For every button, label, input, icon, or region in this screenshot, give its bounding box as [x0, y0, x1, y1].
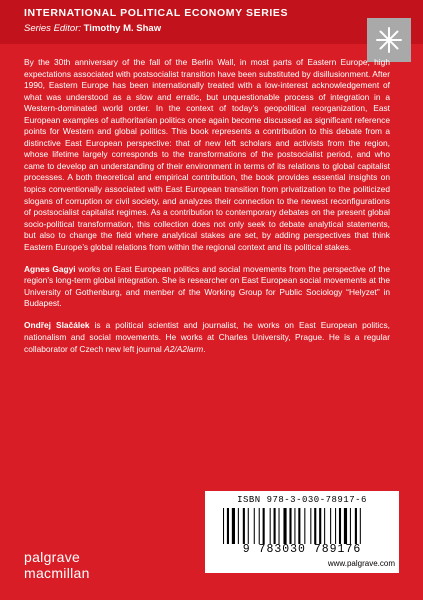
- series-editor: [24, 23, 161, 34]
- author-bio-text-1: works on East European politics and social movements from the perspective of the region’s long-term global integration. She is researcher on East European social movements at the University of Gothenburg, and member of the Working Group for Public Sociology “Helyzet” in Budapest.: [24, 263, 390, 309]
- author-bio-1: [24, 264, 390, 310]
- author-bio-text-2: is a political scientist and journalist, he works on East European politics, nationalism and social movements. He works at Charles University, Prague. He is a regular collaborator of Czech new left journal: [24, 320, 390, 354]
- isbn-digits: 9 783030 789176: [242, 543, 362, 556]
- series-editor-name: Timothy M. Shaw: [83, 23, 162, 34]
- author-name-1: Agnes Gagyi: [24, 263, 76, 274]
- series-title: INTERNATIONAL POLITICAL ECONOMY SERIES: [24, 7, 289, 19]
- back-cover-text: [24, 57, 390, 366]
- barcode-box: [205, 491, 399, 573]
- series-logo: [367, 18, 411, 62]
- author-bio-end-2: .: [203, 343, 206, 354]
- publisher-name-line1: palgrave: [24, 549, 81, 565]
- series-header: [0, 0, 423, 44]
- publisher-name-line2: macmillan: [24, 565, 90, 581]
- barcode-icon: [223, 508, 381, 544]
- book-description: By the 30th anniversary of the fall of the Berlin Wall, in most parts of Eastern Europe, high expectations associated with postsocialist transition have been substituted by disillusionment. After 1990, Eastern Europe has been internationally treated with a low-interest acknowledgement of what was understood as a slow and erratic, but unquestionable process of integration in a Western-dominated world order. In the context of today’s geopolitical reorganization, East European examples of authoritarian politics once again become discussed as significant reference points for Western and global politics. This book represents a contribution to this debate from a distinctive East European perspective: that of new left scholars and activists from the region, whose lifetime largely corresponds to the transformations of the postsocialist period, and who came to develop an understanding of their environment in terms of its relations to global capitalist processes. A both theoretical and empirical contribution, the book provides essential insights on topics conventionally associated with East European transition from privatization to the politicized slogans of corruption or civil society, and analyzes their connection to the newest reconfigurations of postsocialist capitalist regimes. As a contribution to contemporary debates on the present global socio-political transformation, this collection does not only seek to debate analytical statements, but also to change the field where analytical stakes are set, by adding perspectives that think Eastern Europe’s global relations from within the regional context and its political stakes.: [24, 57, 390, 252]
- author-bio-2: [24, 320, 390, 355]
- asterisk-logo-icon: [367, 18, 411, 62]
- isbn-label: ISBN 978-3-030-78917-6: [237, 495, 367, 505]
- author-name-2: Ondřej Slačálek: [24, 320, 90, 331]
- series-editor-label: Series Editor:: [24, 23, 82, 34]
- journal-name: A2/A2larm: [164, 343, 204, 354]
- publisher-website: www.palgrave.com: [327, 559, 395, 568]
